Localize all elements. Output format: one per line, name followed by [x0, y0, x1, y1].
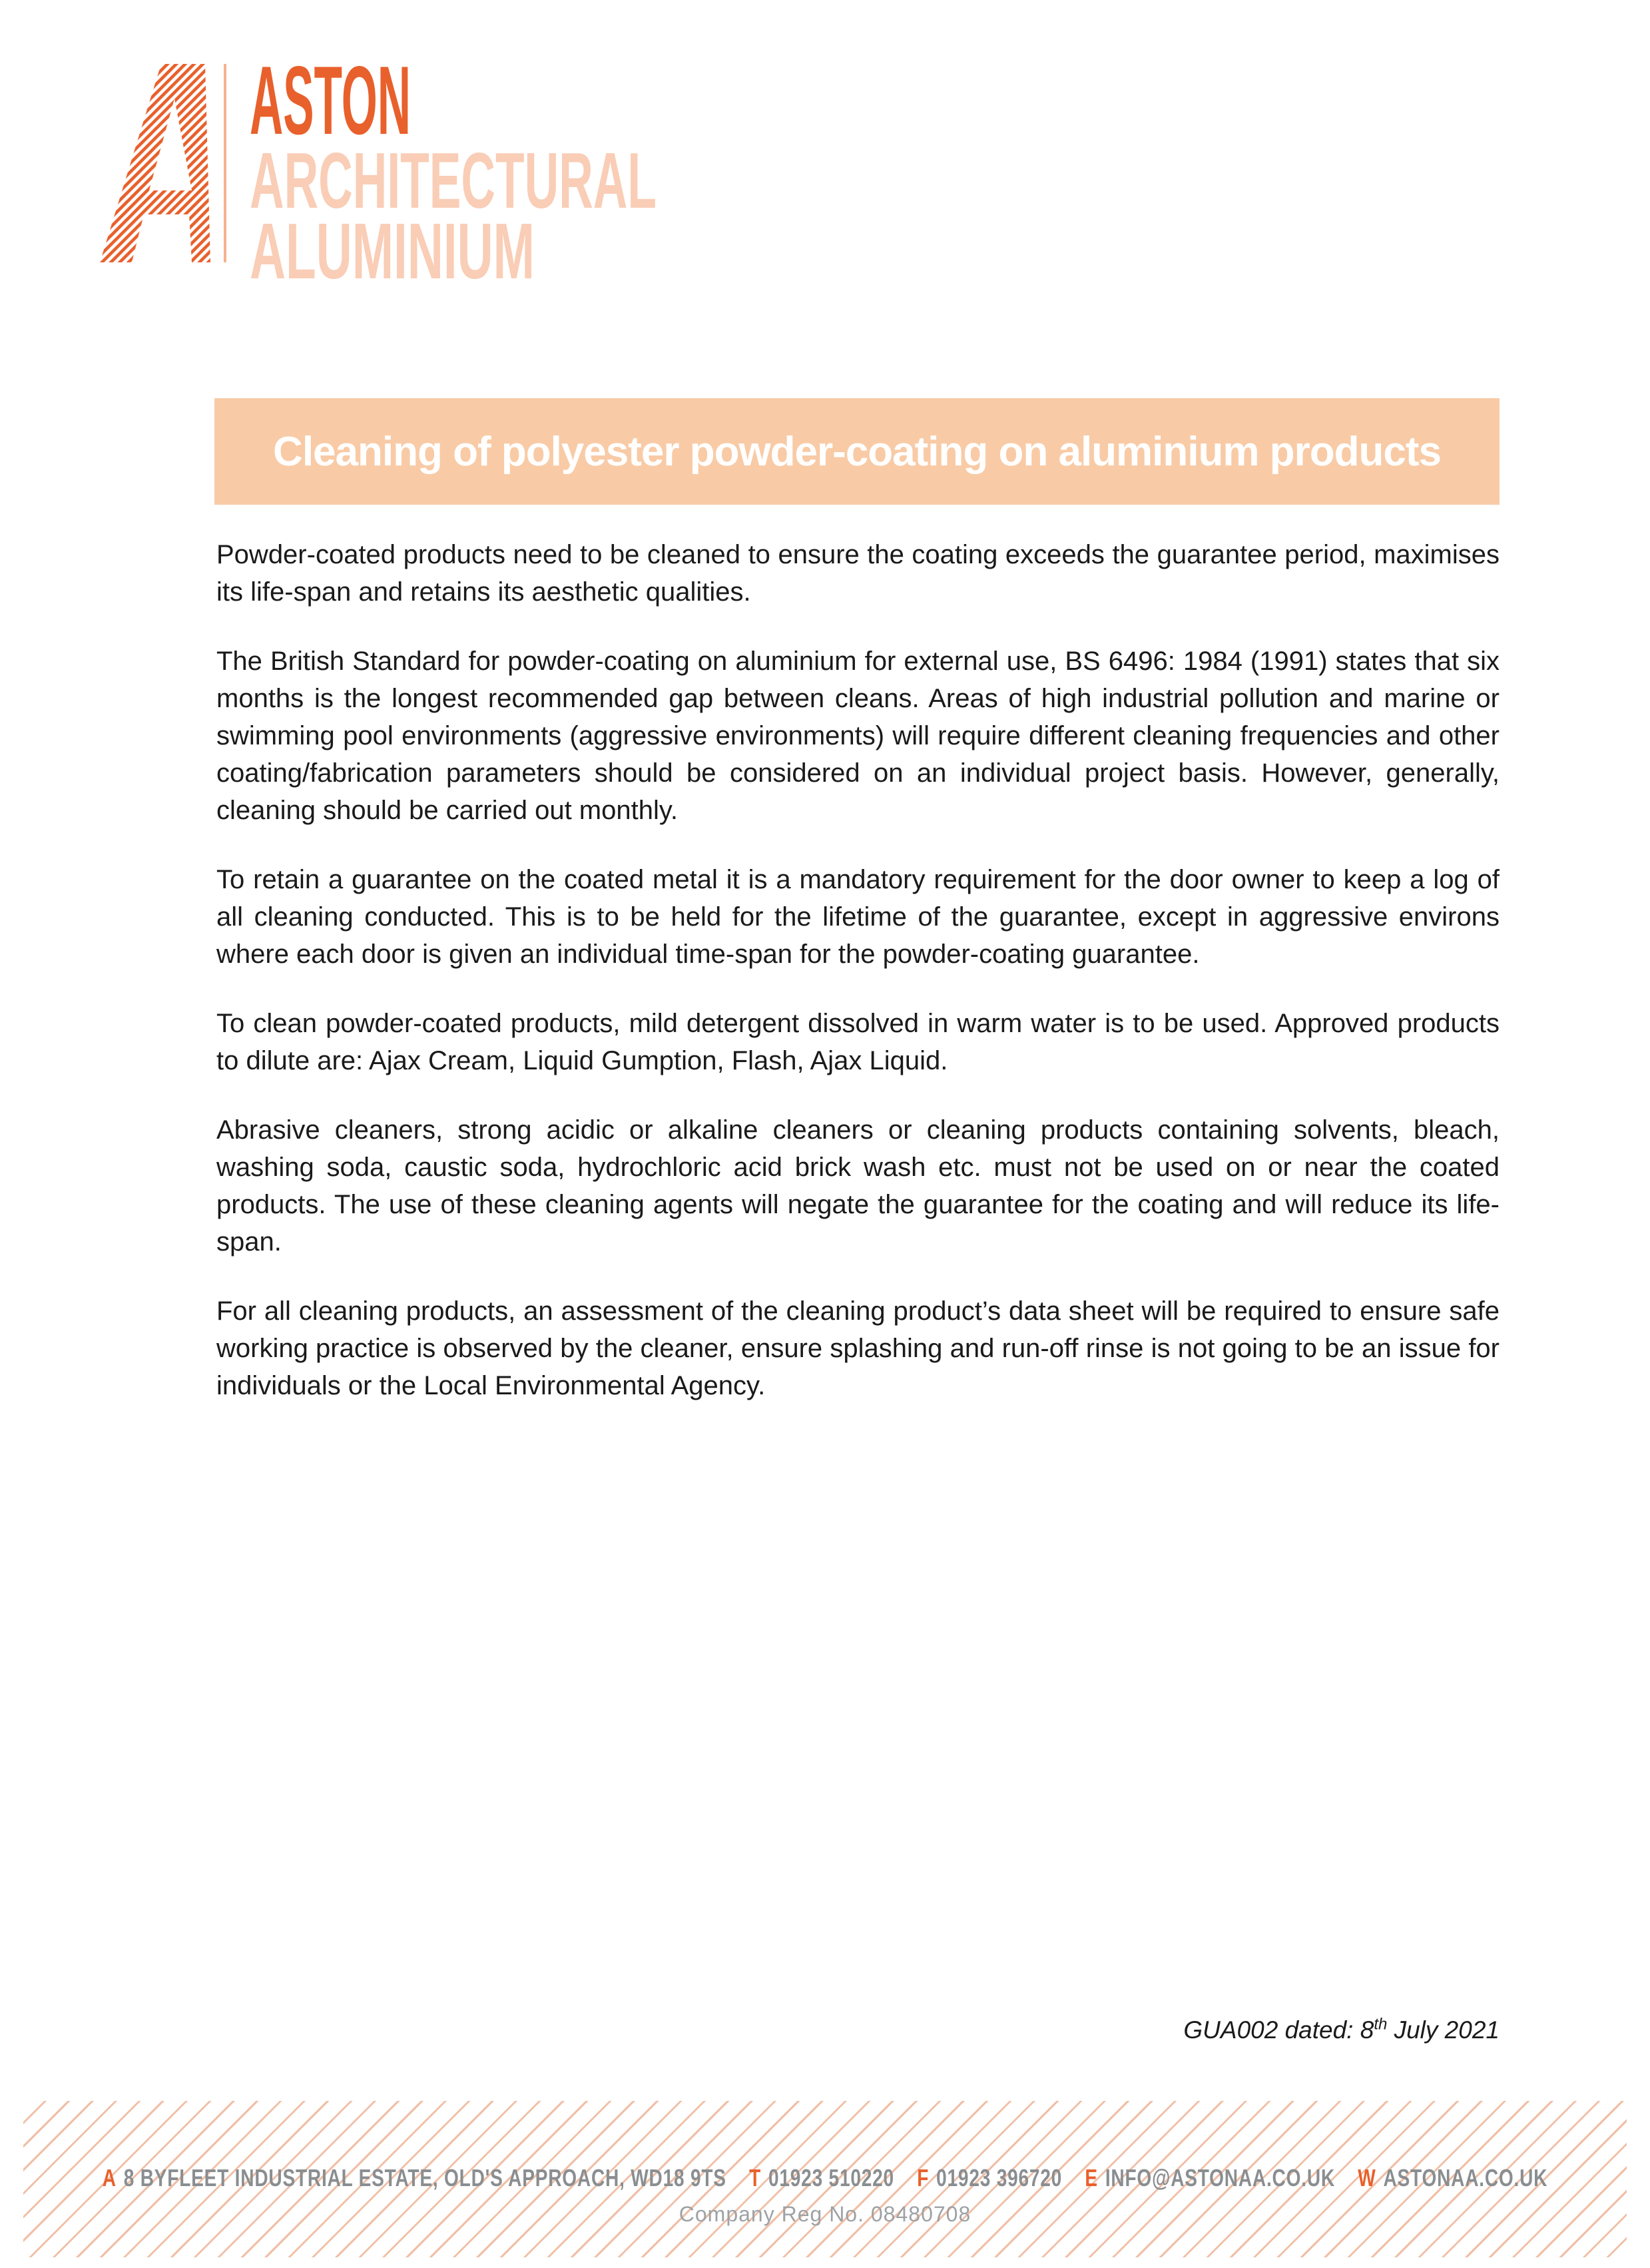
telephone-label: T [749, 2164, 762, 2191]
footer-address [103, 2164, 726, 2192]
footer-fax [917, 2164, 1062, 2192]
fax-value: 01923 396720 [936, 2164, 1063, 2191]
logo-hatched-a-icon [100, 64, 210, 262]
logo-graphic [100, 46, 659, 296]
company-logo [100, 46, 659, 296]
email-value: INFO@ASTONAA.CO.UK [1105, 2164, 1335, 2191]
fax-label: F [917, 2164, 930, 2191]
doc-ref-prefix: GUA002 dated: 8 [1183, 2016, 1374, 2044]
doc-ref-suffix: July 2021 [1387, 2016, 1500, 2044]
logo-word-aston: ASTON [250, 46, 411, 154]
footer-email [1085, 2164, 1335, 2192]
footer-contact-line [102, 2164, 1548, 2192]
footer-website [1358, 2164, 1547, 2192]
paragraph-guarantee-log: To retain a guarantee on the coated metal it is a mandatory requirement for the door owner to keep a log of all cleaning conducted. This is to be held for the lifetime of the guarantee, except in aggressive environs where each door is given an individual time-span for the powder-coating guarantee. [216, 865, 1500, 969]
address-value: 8 BYFLEET INDUSTRIAL ESTATE, OLD'S APPROACH, WD18 9TS [123, 2164, 726, 2191]
footer-telephone [749, 2164, 894, 2192]
page-title: Cleaning of polyester powder-coating on aluminium products [273, 428, 1441, 475]
logo-word-aluminium: ALUMINIUM [250, 207, 535, 296]
paragraph-prohibited-cleaners: Abrasive cleaners, strong acidic or alkaline cleaners or cleaning products containing solvents, bleach, washing soda, caustic soda, hydrochloric acid brick wash etc. must not be used on or near the coated products. The use of these cleaning agents will negate the guarantee for the coating and will reduce its life-span. [216, 1115, 1500, 1257]
company-registration: Company Reg No. 08480708 [679, 2202, 971, 2226]
paragraph-british-standard: The British Standard for powder-coating on aluminium for external use, BS 6496: 1984 (1991) states that six months is the longest recommended gap between cleans. Areas of high industrial pollution and marine or swimming pool environments (aggressive environments) will require different cleaning frequencies and other coating/fabrication parameters should be considered on an individual project basis. However, generally, cleaning should be carried out monthly. [216, 647, 1500, 825]
website-value: ASTONAA.CO.UK [1383, 2164, 1548, 2191]
logo-word-architectural: ARCHITECTURAL [250, 137, 657, 225]
address-label: A [102, 2164, 117, 2191]
telephone-value: 01923 510220 [768, 2164, 894, 2191]
document-body [216, 536, 1500, 1436]
email-label: E [1085, 2164, 1098, 2191]
paragraph-intro: Powder-coated products need to be cleaned to ensure the coating exceeds the guarantee period, maximises its life-span and retains its aesthetic qualities. [216, 540, 1500, 607]
document-reference [1183, 2016, 1500, 2044]
doc-ref-ordinal: th [1374, 2015, 1388, 2034]
website-label: W [1358, 2164, 1376, 2191]
paragraph-safety-assessment: For all cleaning products, an assessment of the cleaning product’s data sheet will be required to ensure safe working practice is observed by the cleaner, ensure splashing and run-off rinse is not going to be an issue for individuals or the Local Environmental Agency. [216, 1296, 1500, 1400]
logo-divider [224, 64, 226, 262]
title-banner [214, 398, 1500, 505]
paragraph-approved-products: To clean powder-coated products, mild detergent dissolved in warm water is to be used. Approved products to dilute are: Ajax Cream, Liquid Gumption, Flash, Ajax Liquid. [216, 1009, 1500, 1075]
letterhead-footer [23, 2101, 1627, 2257]
